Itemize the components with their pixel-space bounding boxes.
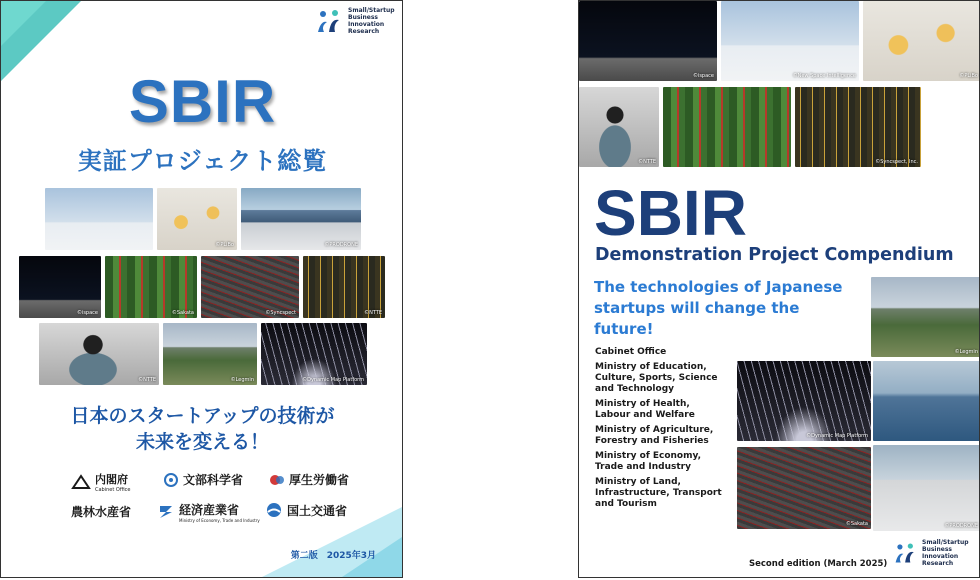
mhlw-icon — [269, 472, 285, 488]
photo-solar-array — [45, 188, 153, 250]
ministry-item: Ministry of Economy, Trade and Industry — [595, 451, 702, 472]
cabinet-office-icon — [71, 474, 91, 490]
photo-tomato-greenhouse: ©Sakata — [105, 256, 197, 318]
photo-tomato-greenhouse — [663, 87, 791, 167]
ministry-item: Ministry of Land, Infrastructure, Transport and Tourism — [595, 477, 722, 509]
cover-title: SBIR — [594, 177, 747, 249]
ministry-list — [595, 347, 725, 514]
ministry-mhlw: 厚生労働省 — [269, 471, 349, 488]
photo-eggs: ©PLiBo — [863, 1, 980, 81]
photo-sea — [873, 361, 980, 441]
photo-vr-worker: ©NTTE — [579, 87, 659, 167]
logo-text: Small/Startup Business Innovation Research — [922, 539, 969, 567]
ministry-meti: 経済産業省 Ministry of Economy, Trade and Industry — [157, 501, 260, 523]
photo-field: ©Legmin — [871, 277, 980, 357]
photo-3d-map: ©Sakata — [737, 447, 871, 529]
cover-title: SBIR — [128, 68, 277, 135]
cover-subtitle: Demonstration Project Compendium — [595, 245, 954, 265]
ministry-mext: 文部科学省 — [163, 471, 243, 488]
ministry-item: Ministry of Agriculture, Forestry and Fisheries — [595, 425, 714, 446]
mlit-icon — [265, 501, 283, 519]
sbir-logo-icon — [893, 541, 919, 565]
mext-icon — [163, 472, 179, 488]
ministry-mlit: 国土交通省 — [265, 501, 347, 519]
cover-tagline: The technologies of Japanese startups will change the future! — [594, 278, 843, 338]
photo-solar-panels: ©NTTE — [303, 256, 385, 318]
ministry-cabinet-office: 内閣府 Cabinet Office — [71, 471, 131, 493]
photo-solar-panels: ©Syncspect, Inc. — [795, 87, 921, 167]
logo-text: Small/Startup Business Innovation Research — [348, 7, 395, 35]
photo-drone: ©PRODRONE — [241, 188, 361, 250]
ministry-item: Ministry of Education, Culture, Sports, Science and Technology — [595, 362, 718, 394]
photo-lunar-lander: ©ispace — [19, 256, 101, 318]
photo-3d-map: ©Syncspect — [201, 256, 299, 318]
edition-label: Second edition (March 2025) — [749, 559, 888, 569]
sbir-logo — [315, 7, 403, 35]
english-cover — [578, 0, 980, 578]
photo-eggs: ©PLiBo — [157, 188, 237, 250]
photo-solar-array: ©New Space Intelligence — [721, 1, 859, 81]
sbir-logo — [893, 539, 980, 567]
ministry-maff: 農林水産省 — [71, 505, 132, 519]
cover-subtitle: 実証プロジェクト総覧 — [77, 147, 328, 175]
japanese-cover — [0, 0, 403, 578]
cover-slogan: 日本のスタートアップの技術が 未来を変える！ — [70, 405, 335, 453]
photo-point-cloud-road: ©Dynamic Map Platform — [261, 323, 367, 385]
decorative-triangle — [1, 1, 46, 46]
photo-field: ©Legmin — [163, 323, 257, 385]
sbir-logo-icon — [315, 8, 345, 34]
photo-lunar-lander: ©ispace — [579, 1, 717, 81]
photo-point-cloud-road: ©Dynamic Map Platform — [737, 361, 871, 441]
photo-drone: ©PRODRONE — [873, 445, 980, 531]
photo-vr-worker: ©NTTE — [39, 323, 159, 385]
ministry-item: Ministry of Health, Labour and Welfare — [595, 399, 695, 420]
meti-icon — [157, 503, 175, 521]
edition-label: 第二版 2025年3月 — [290, 551, 376, 561]
ministry-item: Cabinet Office — [595, 347, 667, 357]
